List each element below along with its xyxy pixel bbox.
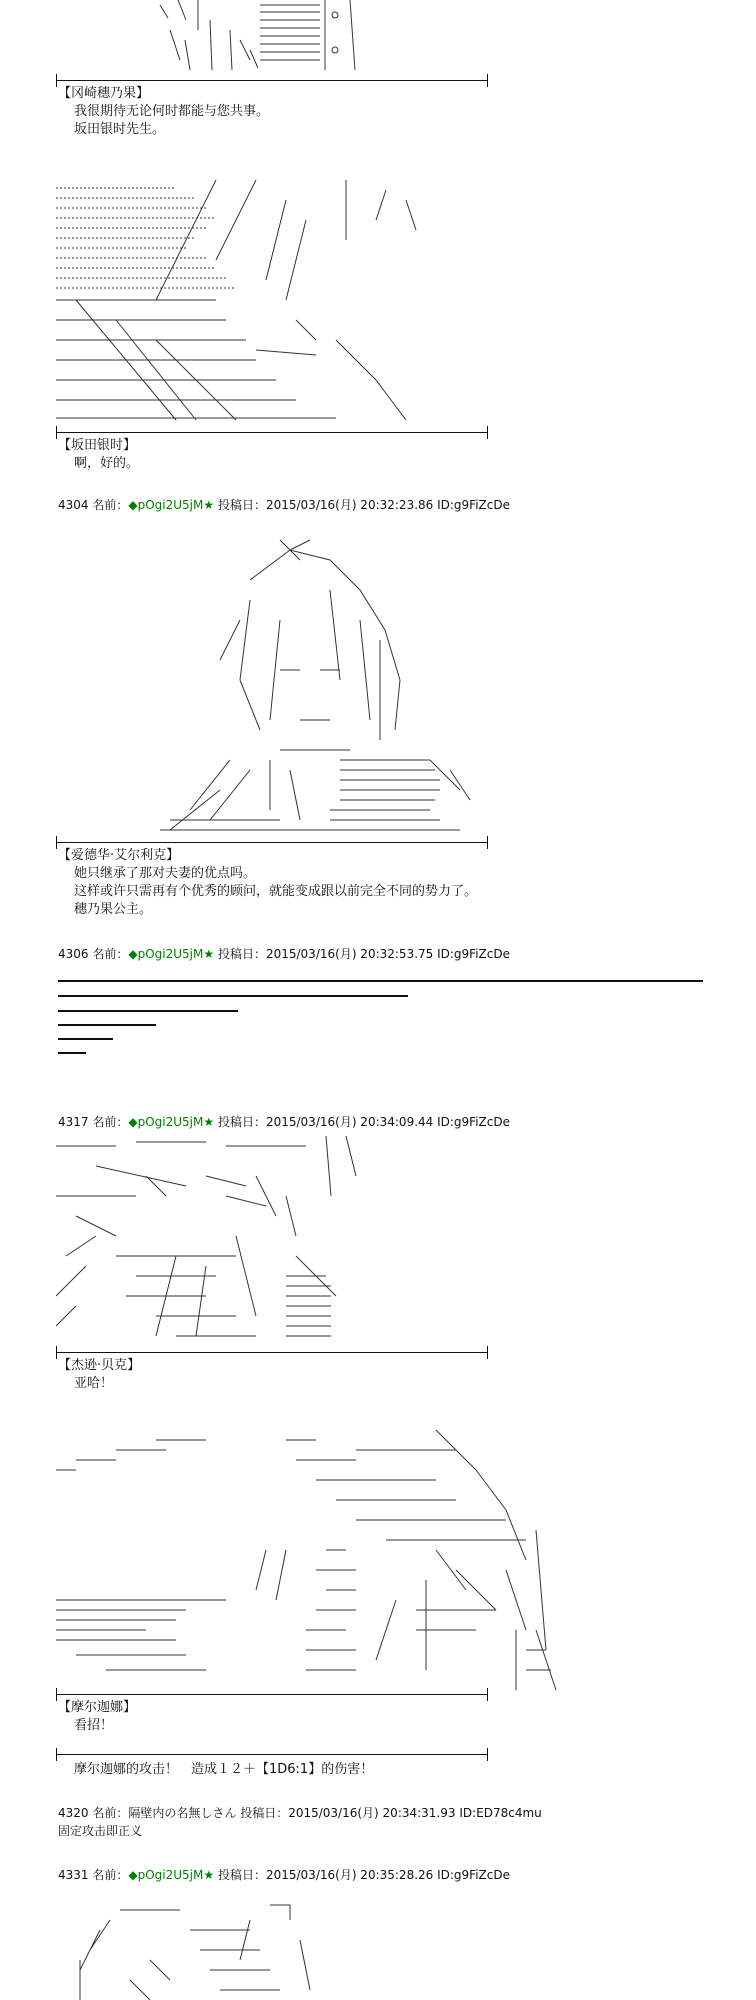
post-name-label: 名前： (92, 947, 129, 961)
divider-line (56, 80, 488, 81)
post-meta: 投稿日：2015/03/16(月) 20:32:23.86 ID:g9FiZcDe (217, 498, 510, 512)
post-name-label: 名前： (92, 498, 129, 512)
dialogue-line: 她只继承了那对夫妻的优点吗。 (74, 866, 257, 881)
ascii-art-illustration-5 (56, 1430, 566, 1692)
speaker-name: 【摩尔迦娜】 (58, 1700, 137, 1715)
dialogue-line: 亚哈！ (74, 1376, 114, 1391)
poster-trip: ◆pOgi2U5jM★ (128, 498, 215, 512)
post-meta: 投稿日：2015/03/16(月) 20:32:53.75 ID:g9FiZcDe (217, 947, 510, 961)
post-number: 4331 (58, 1868, 89, 1882)
speaker-name: 【爱德华·艾尔利克】 (58, 848, 180, 863)
divider-line (56, 432, 488, 433)
ascii-art-illustration-4 (56, 1136, 376, 1348)
fade-bar (58, 1052, 86, 1054)
ascii-art-illustration-1 (150, 0, 400, 72)
post-meta: 投稿日：2015/03/16(月) 20:35:28.26 ID:g9FiZcDe (217, 1868, 510, 1882)
fade-bar (58, 980, 703, 982)
speaker-name: 【杰逊·贝克】 (58, 1358, 141, 1373)
fade-bar (58, 995, 408, 997)
post-meta: 隔壁内の名無しさん 投稿日：2015/03/16(月) 20:34:31.93 ID:ED78c4mu (128, 1806, 542, 1820)
fade-bar (58, 1010, 238, 1012)
post-number: 4306 (58, 947, 89, 961)
post-header (58, 1868, 510, 1882)
fade-bar (58, 1038, 113, 1040)
post-name-label: 名前： (92, 1115, 129, 1129)
post-header (58, 947, 510, 961)
post-number: 4304 (58, 498, 89, 512)
post-header (58, 1806, 542, 1820)
dialogue-line: 看招！ (74, 1718, 114, 1733)
poster-trip: ◆pOgi2U5jM★ (128, 1115, 215, 1129)
post-header (58, 1115, 510, 1129)
divider-line (56, 1754, 488, 1755)
poster-trip: ◆pOgi2U5jM★ (128, 947, 215, 961)
speaker-name: 【坂田银时】 (58, 438, 137, 453)
poster-trip: ◆pOgi2U5jM★ (128, 1868, 215, 1882)
post-meta: 投稿日：2015/03/16(月) 20:34:09.44 ID:g9FiZcDe (217, 1115, 510, 1129)
dialogue-line: 啊，好的。 (74, 456, 140, 471)
post-name-label: 名前： (92, 1806, 129, 1820)
post-name-label: 名前： (92, 1868, 129, 1882)
divider-line (56, 1352, 488, 1353)
speaker-name: 【冈崎穗乃果】 (58, 86, 150, 101)
post-header (58, 498, 510, 512)
dialogue-line: 坂田银时先生。 (74, 122, 166, 137)
divider-line (56, 842, 488, 843)
post-number: 4320 (58, 1806, 89, 1820)
dialogue-line: 这样或许只需再有个优秀的顾问，就能变成跟以前完全不同的势力了。 (74, 884, 478, 899)
reply-text: 固定攻击即正义 (58, 1824, 143, 1838)
divider-line (56, 1694, 488, 1695)
attack-result: 摩尔迦娜的攻击！ 造成１２＋【1D6:1】的伤害！ (74, 1762, 374, 1777)
ascii-art-illustration-6 (70, 1900, 330, 2000)
dialogue-line: 穗乃果公主。 (74, 902, 153, 917)
ascii-art-illustration-3 (130, 520, 490, 838)
ascii-art-illustration-2 (56, 180, 426, 428)
fade-bar (58, 1024, 156, 1026)
dialogue-line: 我很期待无论何时都能与您共事。 (74, 104, 270, 119)
post-number: 4317 (58, 1115, 89, 1129)
